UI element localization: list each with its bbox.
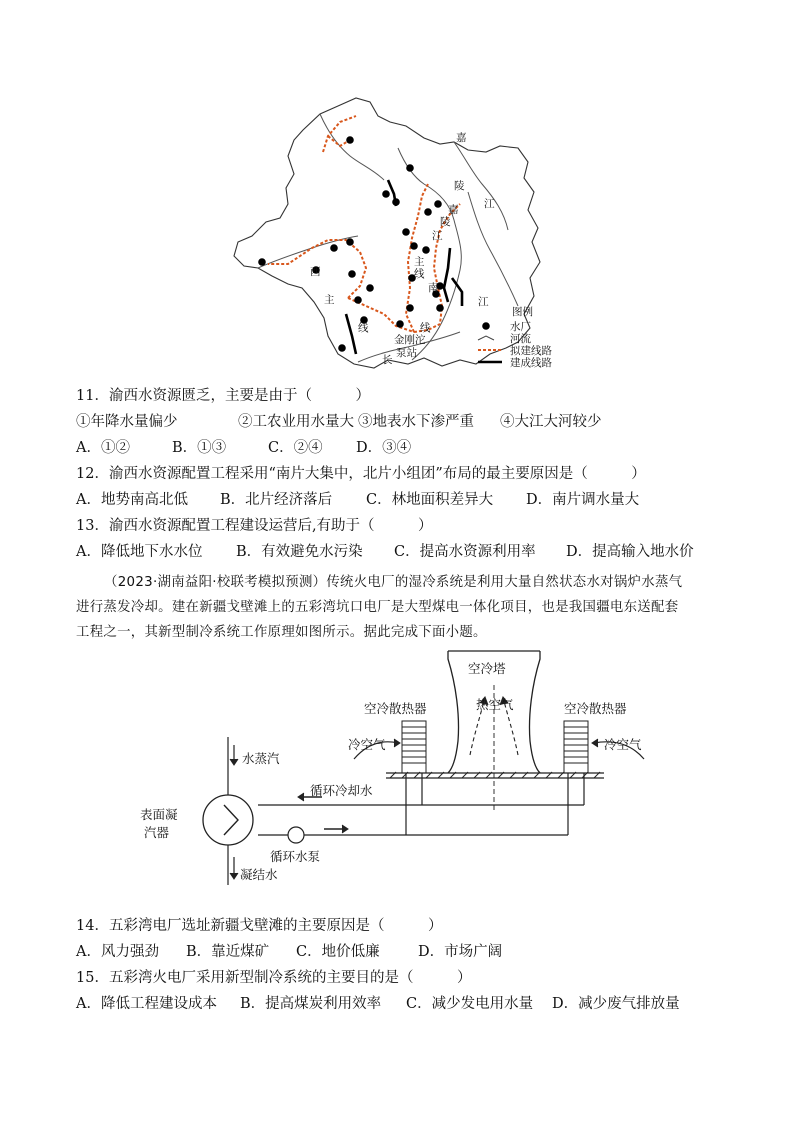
planned-line-north: [323, 116, 356, 152]
passage-line-3: 工程之一，其新型制冷系统工作原理如图所示。据此完成下面小题。: [76, 625, 487, 640]
legend-river-icon: [478, 336, 494, 340]
legend-water-plant: 水厂: [510, 321, 531, 333]
map-label-xi: 西: [310, 266, 321, 278]
supply-arrowhead: [342, 825, 348, 833]
label-cold-air-right: 冷空气: [604, 737, 642, 752]
region-boundary: [234, 98, 540, 368]
legend-built-line: 建成线路: [510, 357, 552, 369]
q13-option-d[interactable]: D．提高输入地水价: [566, 544, 694, 560]
statement-2: ②工农业用水量大: [238, 414, 354, 430]
statement-3: ③地表水下渗严重: [358, 414, 474, 430]
statement-1: ①年降水量偏少: [76, 414, 178, 430]
passage-line-2: 进行蒸发冷却。建在新疆戈壁滩上的五彩湾坑口电厂是大型煤电一体化项目，也是我国疆电东送配套: [76, 600, 679, 615]
q13-option-b[interactable]: B．有效避免水污染: [236, 544, 363, 560]
question-13-stem: 13．渝西水资源配置工程建设运营后,有助于（ ）: [76, 518, 433, 534]
q14-option-d[interactable]: D．市场广阔: [418, 944, 503, 960]
passage-line-1-text: （2023·湖南益阳·校联考模拟预测）传统火电厂的湿冷系统是利用大量自然状态水对锅炉水蒸气: [104, 575, 683, 590]
question-14-stem: 14．五彩湾电厂选址新疆戈壁滩的主要原因是（ ）: [76, 918, 443, 934]
q15-option-b[interactable]: B．提高煤炭利用效率: [240, 996, 382, 1012]
q14-option-c[interactable]: C．地价低廉: [296, 944, 380, 960]
question-11-statements: [76, 412, 602, 432]
q14-option-b[interactable]: B．靠近煤矿: [186, 944, 270, 960]
q12-option-a[interactable]: A．地势南高北低: [76, 492, 188, 508]
water-resource-map: [228, 92, 668, 374]
question-11-options: [76, 438, 411, 458]
map-label-ling2: 陵: [440, 216, 451, 228]
label-cooling-water: 循环冷却水: [310, 783, 373, 798]
q13-option-c[interactable]: C．提高水资源利用率: [394, 544, 536, 560]
map-label-zhu2: 主: [324, 294, 335, 306]
map-label-nan: 南: [428, 282, 439, 294]
question-11-stem: 11．渝西水资源匮乏，主要是由于（ ）: [76, 388, 370, 404]
q12-option-d[interactable]: D．南片调水量大: [526, 492, 640, 508]
label-cold-air-left: 冷空气: [348, 737, 386, 752]
radiator-left: [402, 721, 426, 773]
question-14-options: [76, 942, 502, 962]
label-radiator-right: 空冷散热器: [564, 701, 627, 716]
map-drawing: [228, 92, 668, 374]
legend-planned-line: 拟建线路: [510, 345, 552, 357]
steam-arrowhead: [230, 759, 238, 765]
map-label-chang: 长: [382, 354, 393, 366]
label-condenser-1: 表面凝: [140, 807, 178, 822]
condensate-arrowhead: [230, 873, 238, 879]
label-pump: 循环水泵: [270, 849, 321, 864]
q12-option-c[interactable]: C．林地面积差异大: [366, 492, 494, 508]
legend-water-plant-icon: [482, 322, 490, 330]
map-label-jia: 嘉: [456, 132, 467, 144]
question-12-options: [76, 490, 639, 510]
map-label-jia2: 嘉: [448, 204, 459, 216]
map-label-jiang: 江: [484, 198, 495, 210]
map-label-jiang3: 江: [478, 296, 489, 308]
q15-option-c[interactable]: C．减少发电用水量: [406, 996, 534, 1012]
river-north: [320, 114, 384, 180]
cooling-water-arrowhead: [298, 793, 304, 801]
map-label-pump-station: 泵站: [396, 347, 417, 359]
map-label-ling: 陵: [454, 180, 465, 192]
q11-option-a[interactable]: A．①②: [76, 440, 130, 456]
tower-left-wall: [448, 651, 459, 773]
built-line-4: [346, 314, 356, 354]
question-15-options: [76, 994, 680, 1014]
label-cooling-tower: 空冷塔: [468, 661, 506, 676]
question-15-stem: 15．五彩湾火电厂采用新型制冷系统的主要目的是（ ）: [76, 970, 472, 986]
question-13-options: [76, 542, 694, 562]
tower-right-wall: [529, 651, 540, 773]
label-condenser-2: 汽器: [144, 825, 170, 840]
map-label-jingangtuo: 金刚沱: [394, 334, 426, 346]
map-label-xian: 线: [414, 268, 425, 280]
map-label-jiang2: 江: [432, 230, 443, 242]
condenser-circle: [203, 795, 253, 845]
built-line-2: [444, 248, 450, 302]
map-label-zhu: 主: [414, 256, 425, 268]
statement-4: ④大江大河较少: [500, 414, 602, 430]
q15-option-d[interactable]: D．减少废气排放量: [552, 996, 680, 1012]
q15-option-a[interactable]: A．降低工程建设成本: [76, 996, 217, 1012]
cold-air-right-arrowhead: [592, 739, 598, 747]
label-steam: 水蒸汽: [242, 751, 280, 766]
q13-option-a[interactable]: A．降低地下水水位: [76, 544, 203, 560]
cooling-system-diagram: [140, 645, 660, 885]
cooling-diagram-drawing: [140, 645, 660, 885]
label-hot-air: 热空气: [476, 697, 514, 712]
legend-title: 图例: [512, 306, 533, 318]
legend-river: 河流: [510, 333, 531, 345]
map-label-xian3: 线: [420, 322, 431, 334]
q11-option-b[interactable]: B．①③: [172, 440, 227, 456]
radiator-right: [564, 721, 588, 773]
water-plant-markers: [258, 136, 444, 352]
q12-option-b[interactable]: B．北片经济落后: [220, 492, 333, 508]
passage: [76, 570, 726, 645]
label-condensate: 凝结水: [240, 867, 278, 882]
question-12-stem: 12．渝西水资源配置工程采用“南片大集中，北片小组团”布局的最主要原因是（ ）: [76, 466, 646, 482]
passage-line-1: [76, 570, 726, 595]
map-label-xian2: 线: [358, 322, 369, 334]
label-radiator-left: 空冷散热器: [364, 701, 427, 716]
q11-option-d[interactable]: D．③④: [356, 440, 412, 456]
q11-option-c[interactable]: C．②④: [268, 440, 323, 456]
pump-circle: [288, 827, 304, 843]
q14-option-a[interactable]: A．风力强劲: [76, 944, 159, 960]
cold-air-left-arrowhead: [394, 739, 400, 747]
